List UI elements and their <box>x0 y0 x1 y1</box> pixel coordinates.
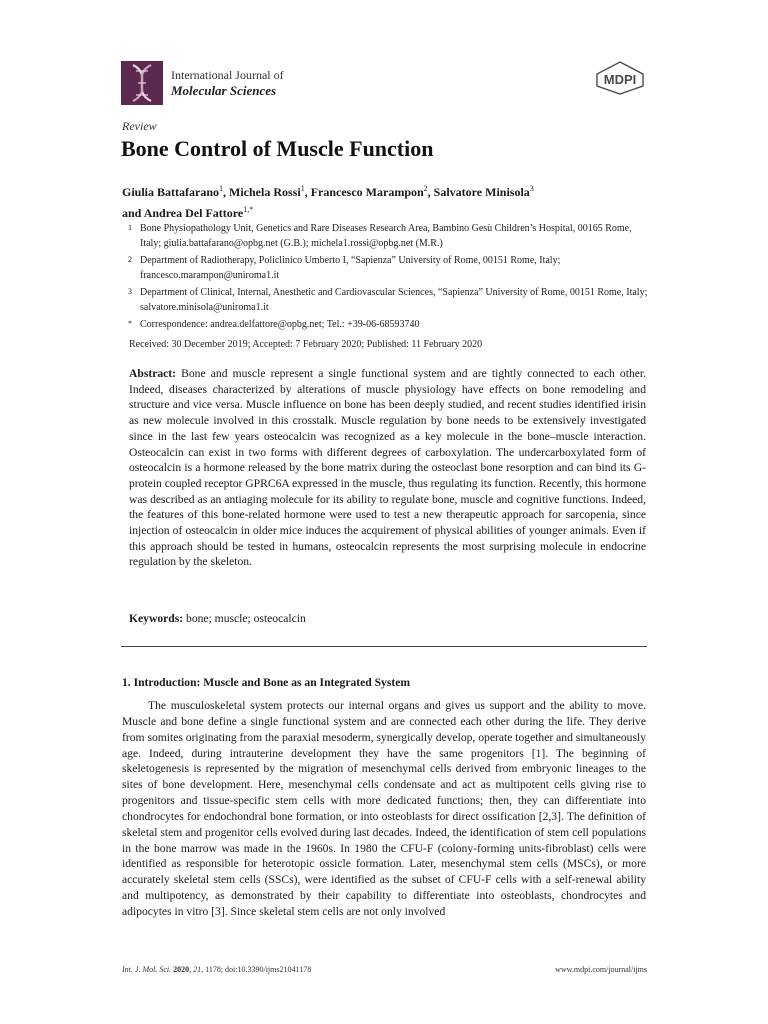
abstract-text: Bone and muscle represent a single functional system and are tightly connected to each other. Indeed, diseases characterized by alterations of muscle physiology have effects on bone remodeling and structure and vice versa. Muscle influence on bone has been deeply studied, and recent studies identified irisin as new molecule involved in this crosstalk. Muscle regulation by bone needs to be extensively investigated since in the last few years osteocalcin was recognized as a key molecule in the bone–muscle interaction. Osteocalcin can exist in two forms with different degrees of carboxylation. The undercarboxylated form of osteocalcin is a hormone released by the bone matrix during the osteoclast bone resorption and can bind its G-protein coupled receptor GPRC6A expressed in the muscle, thus regulating its function. Recently, this hormone was described as an antiaging molecule for its ability to regulate bone, muscle and cognitive functions. Indeed, the features of this bone-related hormone were used to test a new therapeutic approach for sarcopenia, since injection of osteocalcin in older mice induces the acquirement of physical abilities of younger animals. Even if this approach should be tested in humans, osteocalcin represents the most surprising molecule in endocrine regulation by the skeleton. <box>129 367 647 569</box>
author-affiliation-mark: 1 <box>300 184 305 193</box>
journal-masthead <box>121 60 284 106</box>
author-name: Giulia Battafarano <box>122 185 220 199</box>
divider <box>121 646 647 647</box>
footer-year: 2020 <box>173 965 190 974</box>
author-name: Michela Rossi <box>229 185 301 199</box>
author-name: Andrea Del Fattore <box>143 206 244 220</box>
author-name: Salvatore Minisola <box>433 185 530 199</box>
affiliation-item <box>128 286 648 315</box>
article-type: Review <box>122 119 157 133</box>
journal-name-line1: International Journal of <box>171 68 284 82</box>
mdpi-logo-text: MDPI <box>603 72 637 87</box>
affiliation-text: Correspondence: andrea.delfattore@opbg.net; Tel.: +39-06-68593740 <box>140 319 420 330</box>
journal-name-line2: Molecular Sciences <box>171 83 277 98</box>
section-heading: 1. Introduction: Muscle and Bone as an Integrated System <box>122 676 411 689</box>
author-affiliation-mark: 2 <box>423 184 428 193</box>
mdpi-logo <box>594 60 646 96</box>
affiliation-mark: 2 <box>128 255 132 264</box>
author-name: Francesco Marampon <box>310 185 424 199</box>
abstract <box>129 366 646 570</box>
affiliation-list <box>128 222 648 336</box>
footer-citation-rest: 1178; doi:10.3390/ijms21041178 <box>205 965 312 974</box>
abstract-label: Abstract: <box>129 367 177 380</box>
keywords-text: bone; muscle; osteocalcin <box>186 612 306 625</box>
author-affiliation-mark: 3 <box>529 184 534 193</box>
keywords-label: Keywords: <box>129 612 184 625</box>
keywords <box>129 612 646 625</box>
affiliation-text: Department of Radiotherapy, Policlinico Umberto I, “Sapienza” University of Rome, 00151 Rome, Italy; francesco.marampon@uniroma1.it <box>140 255 561 281</box>
affiliation-text: Department of Clinical, Internal, Anesthetic and Cardiovascular Sciences, “Sapienza” University of Rome, 00151 Rome, Italy; salvatore.minisola@uniroma1.it <box>140 287 648 313</box>
article-title: Bone Control of Muscle Function <box>121 136 434 161</box>
affiliation-item <box>128 254 648 283</box>
affiliation-mark: 3 <box>128 287 132 296</box>
journal-logo-icon <box>121 61 163 105</box>
affiliation-text: Bone Physiopathology Unit, Genetics and Rare Diseases Research Area, Bambino Gesù Children’s Hospital, 00165 Rome, Italy; giulia.battafarano@opbg.net (G.B.); michela1.rossi@opbg.net (M.R.) <box>140 223 632 249</box>
footer-url: www.mdpi.com/journal/ijms <box>555 965 647 974</box>
footer-citation: Int. J. Mol. Sci. 2020, 21, 1178; doi:10.3390/ijms21041178 <box>122 965 312 974</box>
publication-dates: Received: 30 December 2019; Accepted: 7 February 2020; Published: 11 February 2020 <box>129 339 483 350</box>
affiliation-item <box>128 318 648 333</box>
author-affiliation-mark: 1,* <box>243 205 254 214</box>
footer-volume: 21 <box>193 965 202 974</box>
footer-journal-abbr: Int. J. Mol. Sci. <box>122 965 172 974</box>
affiliation-mark: * <box>128 319 132 328</box>
author-list: Giulia Battafarano$^1$, Michela Rossi$^1$, Francesco Marampon$^2$, Salvatore Minisola$^3$ and Andrea Del Fattore$^{1,*}$ <box>122 184 534 220</box>
author-affiliation-mark: 1 <box>219 184 224 193</box>
body-paragraph: The musculoskeletal system protects our internal organs and gives us support and the ability to move. Muscle and bone define a single functional system and are connected each other during the life. They derive from somites originating from the paraxial mesoderm, synergically develop, operate together and simultaneously age. Indeed, during intrauterine development they have the same progenitors [1]. The beginning of skeletogenesis is represented by the migration of mesenchymal cells derived from embryonic lineages to the sites of bone development. Here, mesenchymal cells condensate and act as multipotent cells giving rise to progenitors and tissue-specific stem cells with more dedicated functions; then, they can differentiate into chondrocytes for endochondral bone formation, or into osteoblasts for direct ossification [2,3]. The definition of skeletal stem and progenitor cells evolved during last decades. Indeed, the identification of stem cell populations in the bone marrow was made in the 1960s. In 1980 the CFU-F (colony-forming units-fibroblast) cells were identified as responsible for heterotopic ossicle formation. Later, mesenchymal stem cells (MSCs), or more accurately skeletal stem cells (SSCs), were identified as the subset of CFU-F cells with a self-renewal ability and multipotency, as demonstrated by their capability to differentiate into osteoblasts, chondrocytes and adipocytes in vitro [3]. Since skeletal stem cells are not only involved <box>122 699 646 918</box>
affiliation-mark: 1 <box>128 223 132 232</box>
affiliation-item <box>128 222 648 251</box>
